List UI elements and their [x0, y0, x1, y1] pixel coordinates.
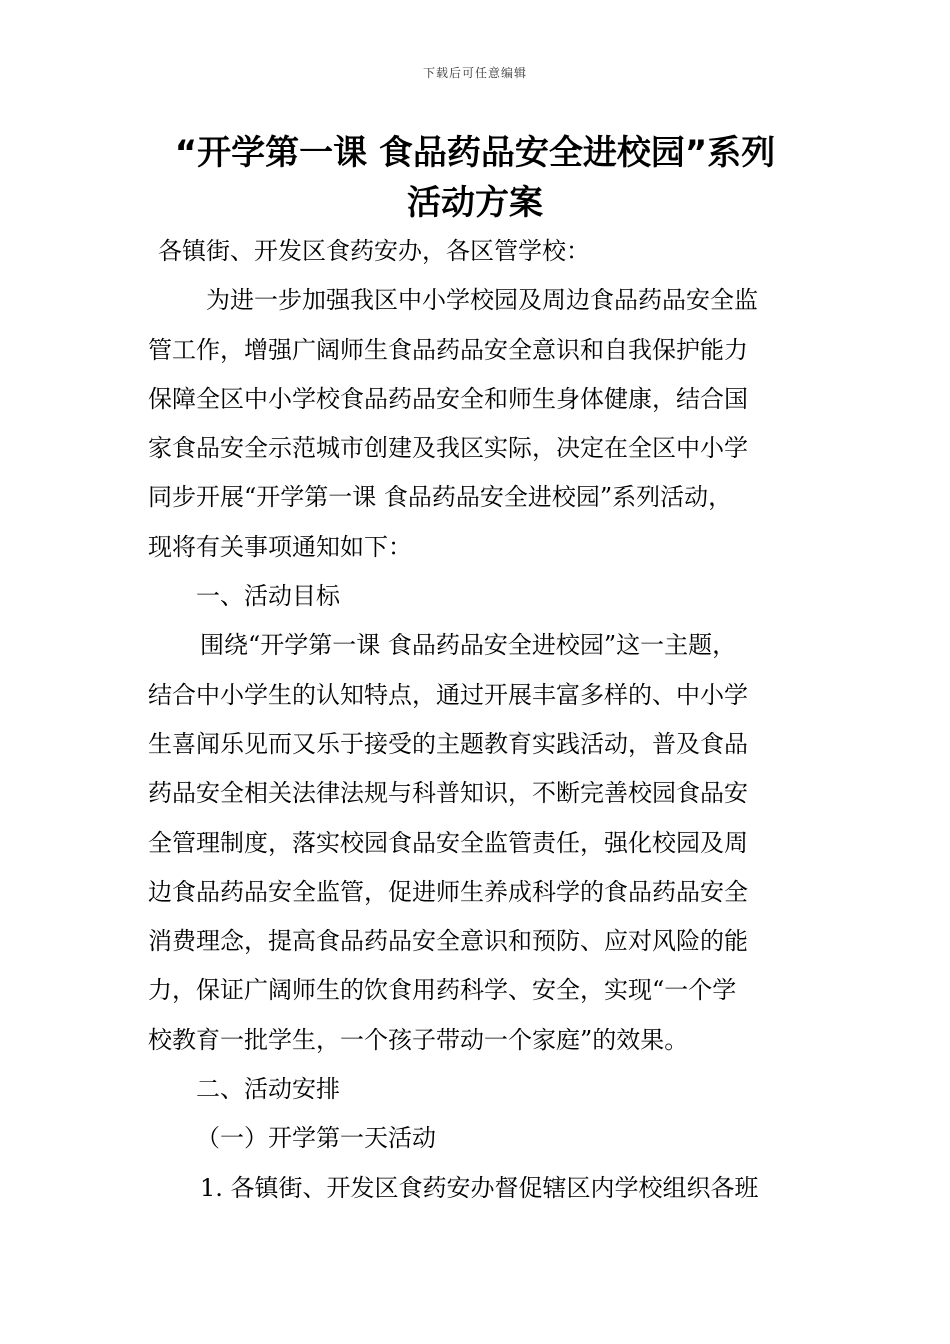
paragraph-line: 全管理制度，落实校园食品安全监管责任，强化校园及周 [148, 828, 748, 857]
document-body [148, 227, 808, 1213]
paragraph-line: 现将有关事项通知如下： [148, 532, 412, 561]
paragraph-line: 结合中小学生的认知特点，通过开展丰富多样的、中小学 [148, 680, 748, 709]
title-line-2: 活动方案 [407, 183, 543, 223]
paragraph-line: 为进一步加强我区中小学校园及周边食品药品安全监 [206, 286, 758, 315]
paragraph-line: 边食品药品安全监管，促进师生养成科学的食品药品安全 [148, 877, 748, 906]
paragraph-line: 消费理念，提高食品药品安全意识和预防、应对风险的能 [148, 927, 748, 956]
list-item: 1. 各镇街、开发区食药安办督促辖区内学校组织各班 [200, 1173, 759, 1202]
title-line-1: “开学第一课 食品药品安全进校园”系列 [174, 133, 776, 173]
paragraph-line: 同步开展“开学第一课 食品药品安全进校园”系列活动， [148, 483, 733, 512]
section-heading-1: 一、活动目标 [196, 582, 340, 611]
paragraph-line: 药品安全相关法律法规与科普知识，不断完善校园食品安 [148, 779, 748, 808]
paragraph-line: 围绕“开学第一课 食品药品安全进校园”这一主题， [200, 631, 737, 660]
paragraph-line: 管工作，增强广阔师生食品药品安全意识和自我保护能力 [148, 335, 748, 364]
paragraph-line: 生喜闻乐见而又乐于接受的主题教育实践活动，普及食品 [148, 729, 748, 758]
salutation: 各镇街、开发区食药安办，各区管学校： [158, 237, 590, 265]
paragraph-line: 家食品安全示范城市创建及我区实际，决定在全区中小学 [148, 434, 748, 463]
paragraph-line: 力，保证广阔师生的饮食用药科学、安全，实现“一个学 [148, 976, 737, 1005]
subsection-heading: （一）开学第一天活动 [196, 1124, 436, 1153]
paragraph-line: 保障全区中小学校食品药品安全和师生身体健康，结合国 [148, 384, 748, 413]
header-note: 下载后可任意编辑 [422, 66, 527, 80]
section-heading-2: 二、活动安排 [196, 1075, 340, 1104]
document-title [120, 128, 830, 228]
paragraph-line: 校教育一批学生，一个孩子带动一个家庭”的效果。 [148, 1025, 689, 1054]
